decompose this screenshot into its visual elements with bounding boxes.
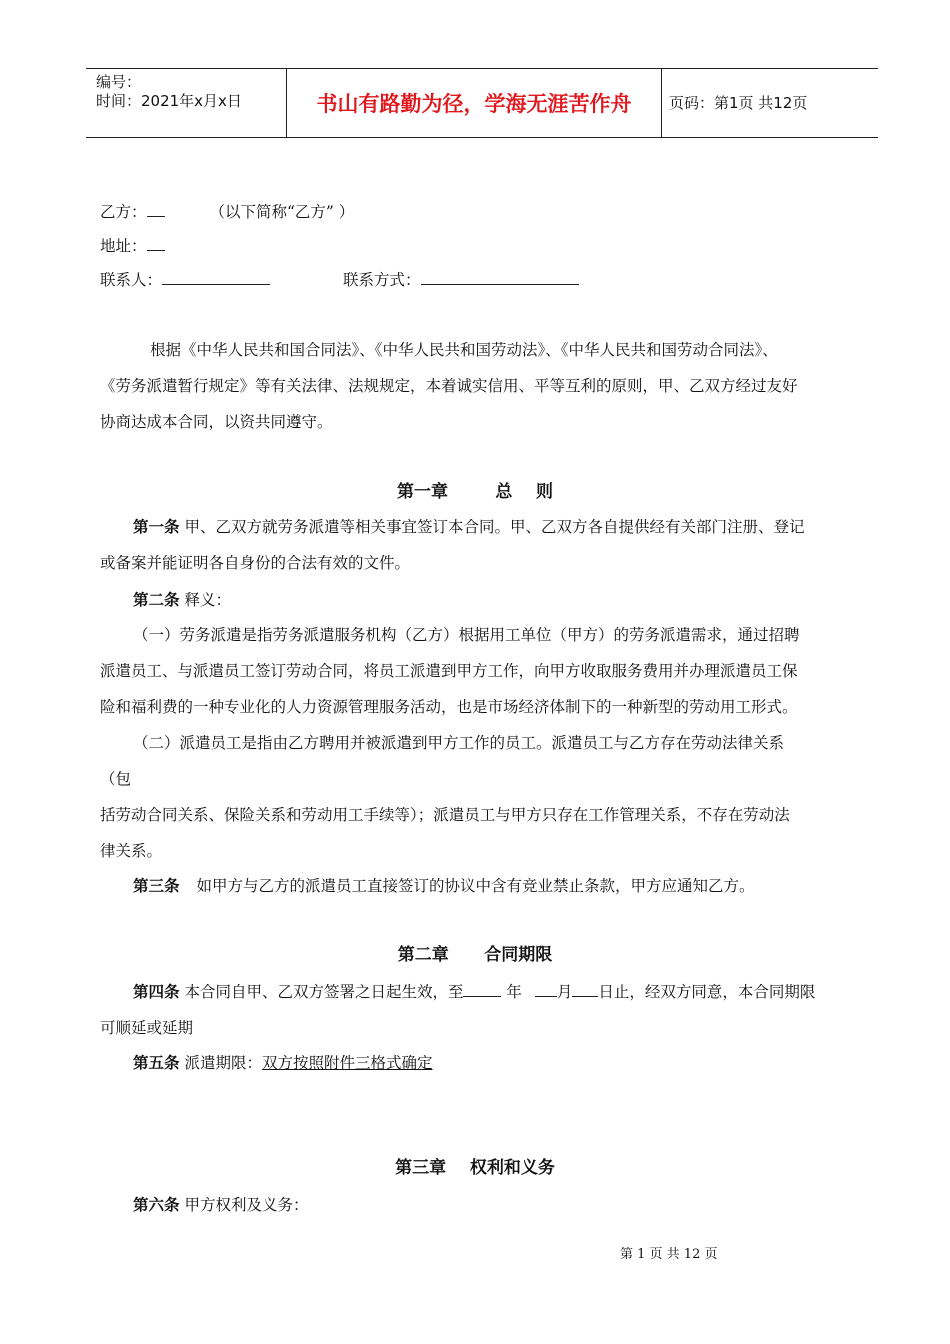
article2-line xyxy=(133,590,231,610)
article4-year: 年 xyxy=(506,983,522,1001)
article5-annex-link: 双方按照附件三格式确定 xyxy=(261,1054,433,1072)
header-meta-cell xyxy=(86,69,286,137)
article5-prefix: 派遣期限： xyxy=(184,1054,262,1072)
definition1-line-3: 险和福利费的一种专业化的人力资源管理服务活动，也是市场经济体制下的一种新型的劳动用工形式。 xyxy=(100,698,798,716)
article3-label: 第三条 xyxy=(133,876,180,895)
definition2-line-3: 括劳动合同关系、保险关系和劳动用工手续等）；派遣员工与甲方只存在工作管理关系，不存在劳动法 xyxy=(100,806,790,824)
address-label: 地址： xyxy=(100,237,147,255)
chapter2-title: 第二章 合同期限 xyxy=(397,945,553,965)
address-blank xyxy=(147,236,165,251)
article5-label: 第五条 xyxy=(133,1053,180,1072)
preamble-line-2: 《劳务派遣暂行规定》等有关法律、法规规定，本着诚实信用、平等互利的原则，甲、乙双方经过友好 xyxy=(100,377,798,395)
contact-line xyxy=(100,270,270,290)
header-motto: 书山有路勤为径，学海无涯苦作舟 xyxy=(316,92,632,116)
contact-method-label: 联系方式： xyxy=(343,271,421,289)
article3-text: 如甲方与乙方的派遣员工直接签订的协议中含有竞业禁止条款，甲方应通知乙方。 xyxy=(196,877,755,895)
contact-label: 联系人： xyxy=(100,271,163,289)
article1-text-1: 甲、乙双方就劳务派遣等相关事宜签订本合同。甲、乙双方各自提供经有关部门注册、登记 xyxy=(184,518,805,536)
article2-text: 释义： xyxy=(184,591,231,609)
article1-line-2: 或备案并能证明各自身份的合法有效的文件。 xyxy=(100,554,411,572)
chapter3-title: 第三章 权利和义务 xyxy=(395,1158,555,1178)
document-time-label: 时间：2021年x月x日 xyxy=(96,92,242,110)
article4-line-1 xyxy=(133,982,815,1002)
article4-year-blank xyxy=(463,982,501,997)
article4-line-2: 可顺延或延期 xyxy=(100,1019,194,1037)
contact-blank xyxy=(162,270,270,285)
article1-line-1 xyxy=(133,517,804,537)
header-motto-cell xyxy=(286,69,662,137)
party-b-blank xyxy=(147,202,165,217)
header-page-cell xyxy=(661,69,877,137)
definition2-line-2: （包 xyxy=(100,770,132,788)
article6-line xyxy=(133,1195,308,1215)
definition1-line-1: （一）劳务派遣是指劳务派遣服务机构（乙方）根据用工单位（甲方）的劳务派遣需求，通过招聘 xyxy=(133,626,800,644)
article4-month: 月 xyxy=(556,983,573,1001)
chapter1-title: 第一章 总 则 xyxy=(396,482,554,502)
header-table xyxy=(86,68,878,138)
article4-text-2: 日止，经双方同意，本合同期限 xyxy=(598,983,816,1001)
article4-month-blank xyxy=(535,982,557,997)
contact-method-line xyxy=(343,270,579,290)
article4-label: 第四条 xyxy=(133,982,180,1001)
article5-line xyxy=(133,1053,432,1073)
definition1-line-2: 派遣员工、与派遣员工签订劳动合同，将员工派遣到甲方工作，向甲方收取服务费用并办理派遣员工保 xyxy=(100,662,798,680)
party-b-line xyxy=(100,202,354,222)
article6-label: 第六条 xyxy=(133,1195,180,1214)
definition2-line-4: 律关系。 xyxy=(100,842,163,860)
article6-text: 甲方权利及义务： xyxy=(184,1196,309,1214)
preamble-line-1: 根据《中华人民共和国合同法》、《中华人民共和国劳动法》、《中华人民共和国劳动合同法》、 xyxy=(150,341,778,359)
article2-label: 第二条 xyxy=(133,590,180,609)
address-line xyxy=(100,236,165,256)
party-b-note: （以下简称“乙方” ） xyxy=(209,203,355,221)
document-number-label: 编号： xyxy=(96,73,142,91)
contact-method-blank xyxy=(421,270,579,285)
article4-text-1: 本合同自甲、乙双方签署之日起生效，至 xyxy=(184,983,464,1001)
article3-line xyxy=(133,876,754,896)
party-b-label: 乙方： xyxy=(100,203,147,221)
article4-day-blank xyxy=(572,982,598,997)
preamble-line-3: 协商达成本合同，以资共同遵守。 xyxy=(100,413,333,431)
article1-label: 第一条 xyxy=(133,517,180,536)
page-footer: 第 1 页 共 12 页 xyxy=(620,1247,718,1262)
header-page-info: 页码：第1页 共12页 xyxy=(669,94,808,112)
definition2-line-1: （二）派遣员工是指由乙方聘用并被派遣到甲方工作的员工。派遣员工与乙方存在劳动法律关系 xyxy=(133,734,785,752)
